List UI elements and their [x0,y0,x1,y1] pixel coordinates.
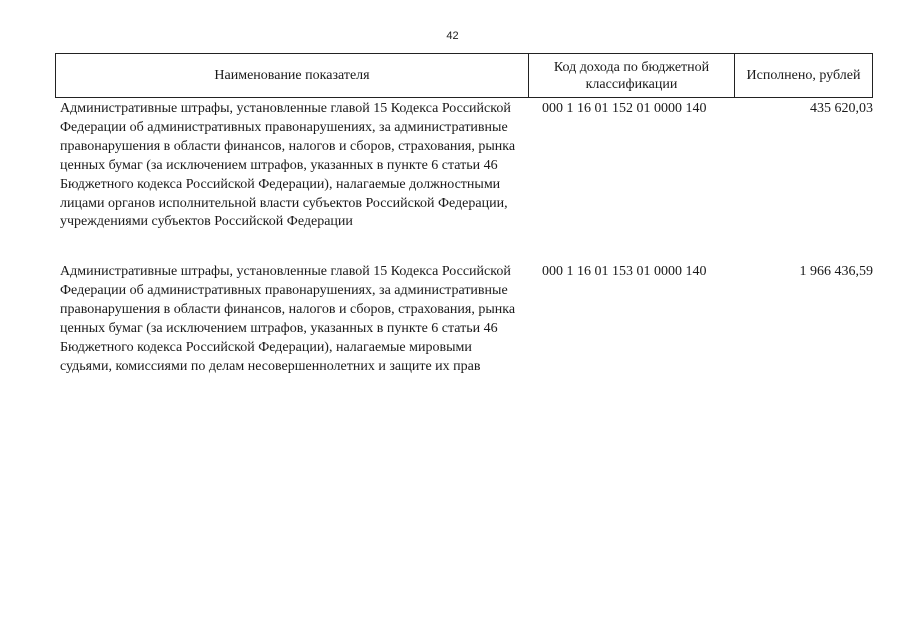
row-executed: 1 966 436,59 [799,264,873,279]
page-number: 42 [446,30,459,42]
header-executed: Исполнено, рублей [746,68,861,83]
header-name: Наименование показателя [56,54,529,97]
row-code: 000 1 16 01 153 01 0000 140 [542,264,707,279]
row-executed: 435 620,03 [810,101,873,116]
header-code: Код дохода по бюджетной классификации [529,54,735,97]
row-code: 000 1 16 01 152 01 0000 140 [542,101,707,116]
row-name: Административные штрафы, установленные главой 15 Кодекса Российской Федерации об административных правонарушениях, за административные правонарушения в области финансов, налогов и сборов, страхования, рынка ценных бумаг (за исключением штрафов, указанных в пункте 6 статьи 46 Бюджетного кодекса Российской Федерации), налагаемые мировыми судьями, комиссиями по делам несовершеннолетних и защите их прав [60,264,516,374]
table-header [55,53,873,98]
row-name: Административные штрафы, установленные главой 15 Кодекса Российской Федерации об административных правонарушениях, за административные правонарушения в области финансов, налогов и сборов, страхования, рынка ценных бумаг (за исключением штрафов, указанных в пункте 6 статьи 46 Бюджетного кодекса Российской Федерации), налагаемые должностными лицами органов исполнительной власти субъектов Российской Федерации, учреждениями субъектов Российской Федерации [60,101,516,230]
